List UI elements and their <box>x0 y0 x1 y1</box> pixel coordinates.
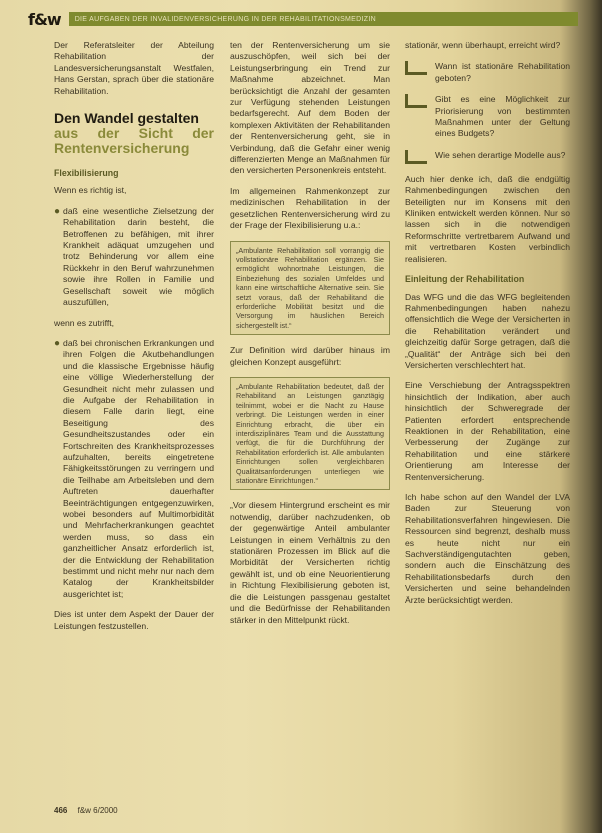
paragraph: Eine Verschiebung der Antragsspektren hinsichtlich der Indikation, aber auch hinsichtlich der Schweregrade der Patienten erfordert entsprechende Reaktionen in der Rehabilitation, eine Verbesserung der Zugänge zur Rehabilitation und eine stärkere Orientierung am Interesse der Rentenversicherung. <box>405 380 570 482</box>
page-header <box>28 8 578 30</box>
paragraph: ten der Rentenversicherung um sie auszuschöpfen, weil sich bei der Leistungserbringung ein Trend zur Maßnahme abzeichnet. Man berücksichtigt die Anzahl der gesamten zur Verfügung stehenden Leistungen bedarfsgerecht. Auf dem Boden der komplexen Aktivitäten der Rehabilitanden der Rentenversicherung geht, sie in Verbindung, daß die Gefahr einer wenig differenzierten Menge an Maßnahmen für den versicherten Personenkreis entsteht. <box>230 40 390 176</box>
subheading-einleitung: Einleitung der Rehabilitation <box>405 274 525 285</box>
paragraph: Das WFG und die das WFG begleitenden Rahmenbedingungen haben nahezu offensichtlich die Wege der Versicherten in die Rehabilitation verändert und gleichzeitig dafür Sorge getragen, daß die „Qualität“ der Anträge sich bei den Versicherten verschlechtert hat. <box>405 291 570 370</box>
quote-box-2: „Ambulante Rehabilitation bedeutet, daß der Rehabilitand an Leistungen ganztägig teilnimmt, wobei er die Nacht zu Hause verbringt. Die Leistungen werden in einer Einrichtung erbracht, die über ein interdisziplinäres Team und die Ausstattung verfügt, die für die Durchführung der Rehabilitation erforderlich ist. Alle ambulanten Einrichtungen sollen vergleichbaren Qualitätsanforderungen unterliegen wie stationäre Einrichtungen.“ <box>230 377 390 490</box>
column-1 <box>54 40 214 810</box>
heading-line-1: Den Wandel gestalten <box>54 110 199 127</box>
bullet-icon: ● <box>54 337 61 349</box>
corner-marker-icon <box>405 61 427 75</box>
paragraph: wenn es zutrifft, <box>54 317 115 328</box>
column-2 <box>230 40 390 810</box>
bullet-text: daß bei chronischen Erkrankungen und ihren Folgen die Akutbehandlungen und die klassische Ergebnisse häufig eine völlige Wiederherstellung der Gesundheit nicht mehr zulassen und die Aufgabe der Rehabilitation in diesem Falle darin liegt, eine Beseitigung des Gesundheitszustandes oder ein Fortschreiten des Krankheitsprozesses aufzuhalten, bereits eingetretene Fähigkeitsstörungen zu verringern und die Teilhabe am Arbeitsleben und dem Auftreten dauerhafter Beeinträchtigungen entgegenzuwirken, wobei besonders auf Multimorbidität und Mehrfacherkrankungen geachtet werden muss, so dass ein ganzheitlicher Ansatz erforderlich ist, der die Entwicklung der Rehabilitation bestimmt und nicht mehr nur nach dem Katalog der Krankheitsbilder ausgerichtet ist; <box>63 337 214 599</box>
paragraph: Zur Definition wird darüber hinaus im gleichen Konzept ausgeführt: <box>230 345 390 367</box>
question-text: Wann ist stationäre Rehabilitation geboten? <box>435 61 570 83</box>
paragraph: „Vor diesem Hintergrund erscheint es mir notwendig, darüber nachzudenken, ob der gegenwärtige Anteil ambulanter Leistungen in einem Verhältnis zu den stationären Prozessen im Blick auf die Morbidität der Versicherten richtig gewählt ist, und ob eine Neuorientierung in Richtung Flexibilisierung geboten ist, die die Leistungen passgenau gestaltet und die Bedürfnisse der Rehabilitanden stärker in den Mittelpunkt rückt. <box>230 500 390 625</box>
quote-box-1: „Ambulante Rehabilitation soll vorrangig die vollstationäre Rehabilitation ergänzen. Sie ermöglicht wohnortnahe Leistungen, die Einbeziehung des sozialen Umfeldes und kann eine wirtschaftliche Alternative sein. Sie setzt voraus, daß der Rehabilitand die erforderliche Mobilität besitzt und die Versorgung im häuslichen Bereich sichergestellt ist.“ <box>230 241 390 336</box>
page-footer <box>54 806 118 815</box>
subheading-flexibilisierung: Flexibilisierung <box>54 168 119 179</box>
paragraph: Auch hier denke ich, daß die endgültig Rahmenbedingungen zwischen den Beteiligten nur im Konsens mit den Kliniken entwickelt werden können. Nur so lassen sich in die notwendigen Reformschritte vertretbarem Aufwand und mit vertretbaren Kosten verbindlich realisieren. <box>405 173 570 264</box>
bullet-item <box>54 206 214 318</box>
paragraph: stationär, wenn überhaupt, erreicht wird? <box>405 40 561 50</box>
question-item <box>405 150 570 164</box>
bullet-item <box>54 338 214 609</box>
heading-line-2: aus der Sicht der Rentenversicherung <box>54 125 214 157</box>
paragraph: Wenn es richtig ist, <box>54 185 127 196</box>
question-item <box>405 94 570 140</box>
page-number: 466 <box>54 806 68 815</box>
intro-paragraph: Der Referatsleiter der Abteilung Rehabilitation der Landesversicherungsanstalt Westfalen, Hans Gerstan, sprach über die stationäre Rehabilitation. <box>54 40 214 96</box>
journal-issue: f&w 6/2000 <box>77 806 118 815</box>
column-3 <box>405 40 570 810</box>
corner-marker-icon <box>405 150 427 164</box>
question-item <box>405 61 570 84</box>
paragraph: Im allgemeinen Rahmenkonzept zur medizinischen Rehabilitation in der gesetzlichen Rentenversicherung wird zu der Frage der Flexibilisierung u.a.: <box>230 185 390 231</box>
question-text: Gibt es eine Möglichkeit zur Priorisierung von bestimmten Maßnahmen unter der Geltung eines Budgets? <box>435 94 570 139</box>
journal-logo: f&w <box>28 9 61 29</box>
paragraph: Ich habe schon auf den Wandel der LVA Baden zur Steuerung von Rehabilitationsverfahren hingewiesen. Die Ressourcen sind begrenzt, deshalb muss es heute nicht nur ein Sachverständigengutachten geben, sondern auch die Einschätzung des Rehabilitationsbedarfs durch den Versicherten und seine behandelnden Ärzte berücksichtigt werden. <box>405 492 570 605</box>
question-text: Wie sehen derartige Modelle aus? <box>435 149 566 160</box>
bullet-text: daß eine wesentliche Zielsetzung der Rehabilitation darin besteht, die Betroffenen zu befähigen, mit ihrer Krankheit adäquat umzugehen und trotz Behinderung vor allem eine Rückkehr in den Beruf wahrzunehmen sowie ihre Rollen in Familie und Gesellschaft soweit wie möglich auszufüllen, <box>63 205 214 308</box>
header-strip: DIE AUFGABEN DER INVALIDENVERSICHERUNG IN DER REHABILITATIONSMEDIZIN <box>69 12 578 26</box>
section-heading <box>54 111 214 156</box>
corner-marker-icon <box>405 94 427 108</box>
bullet-icon: ● <box>54 205 61 217</box>
paragraph: Dies ist unter dem Aspekt der Dauer der Leistungen festzustellen. <box>54 609 214 631</box>
